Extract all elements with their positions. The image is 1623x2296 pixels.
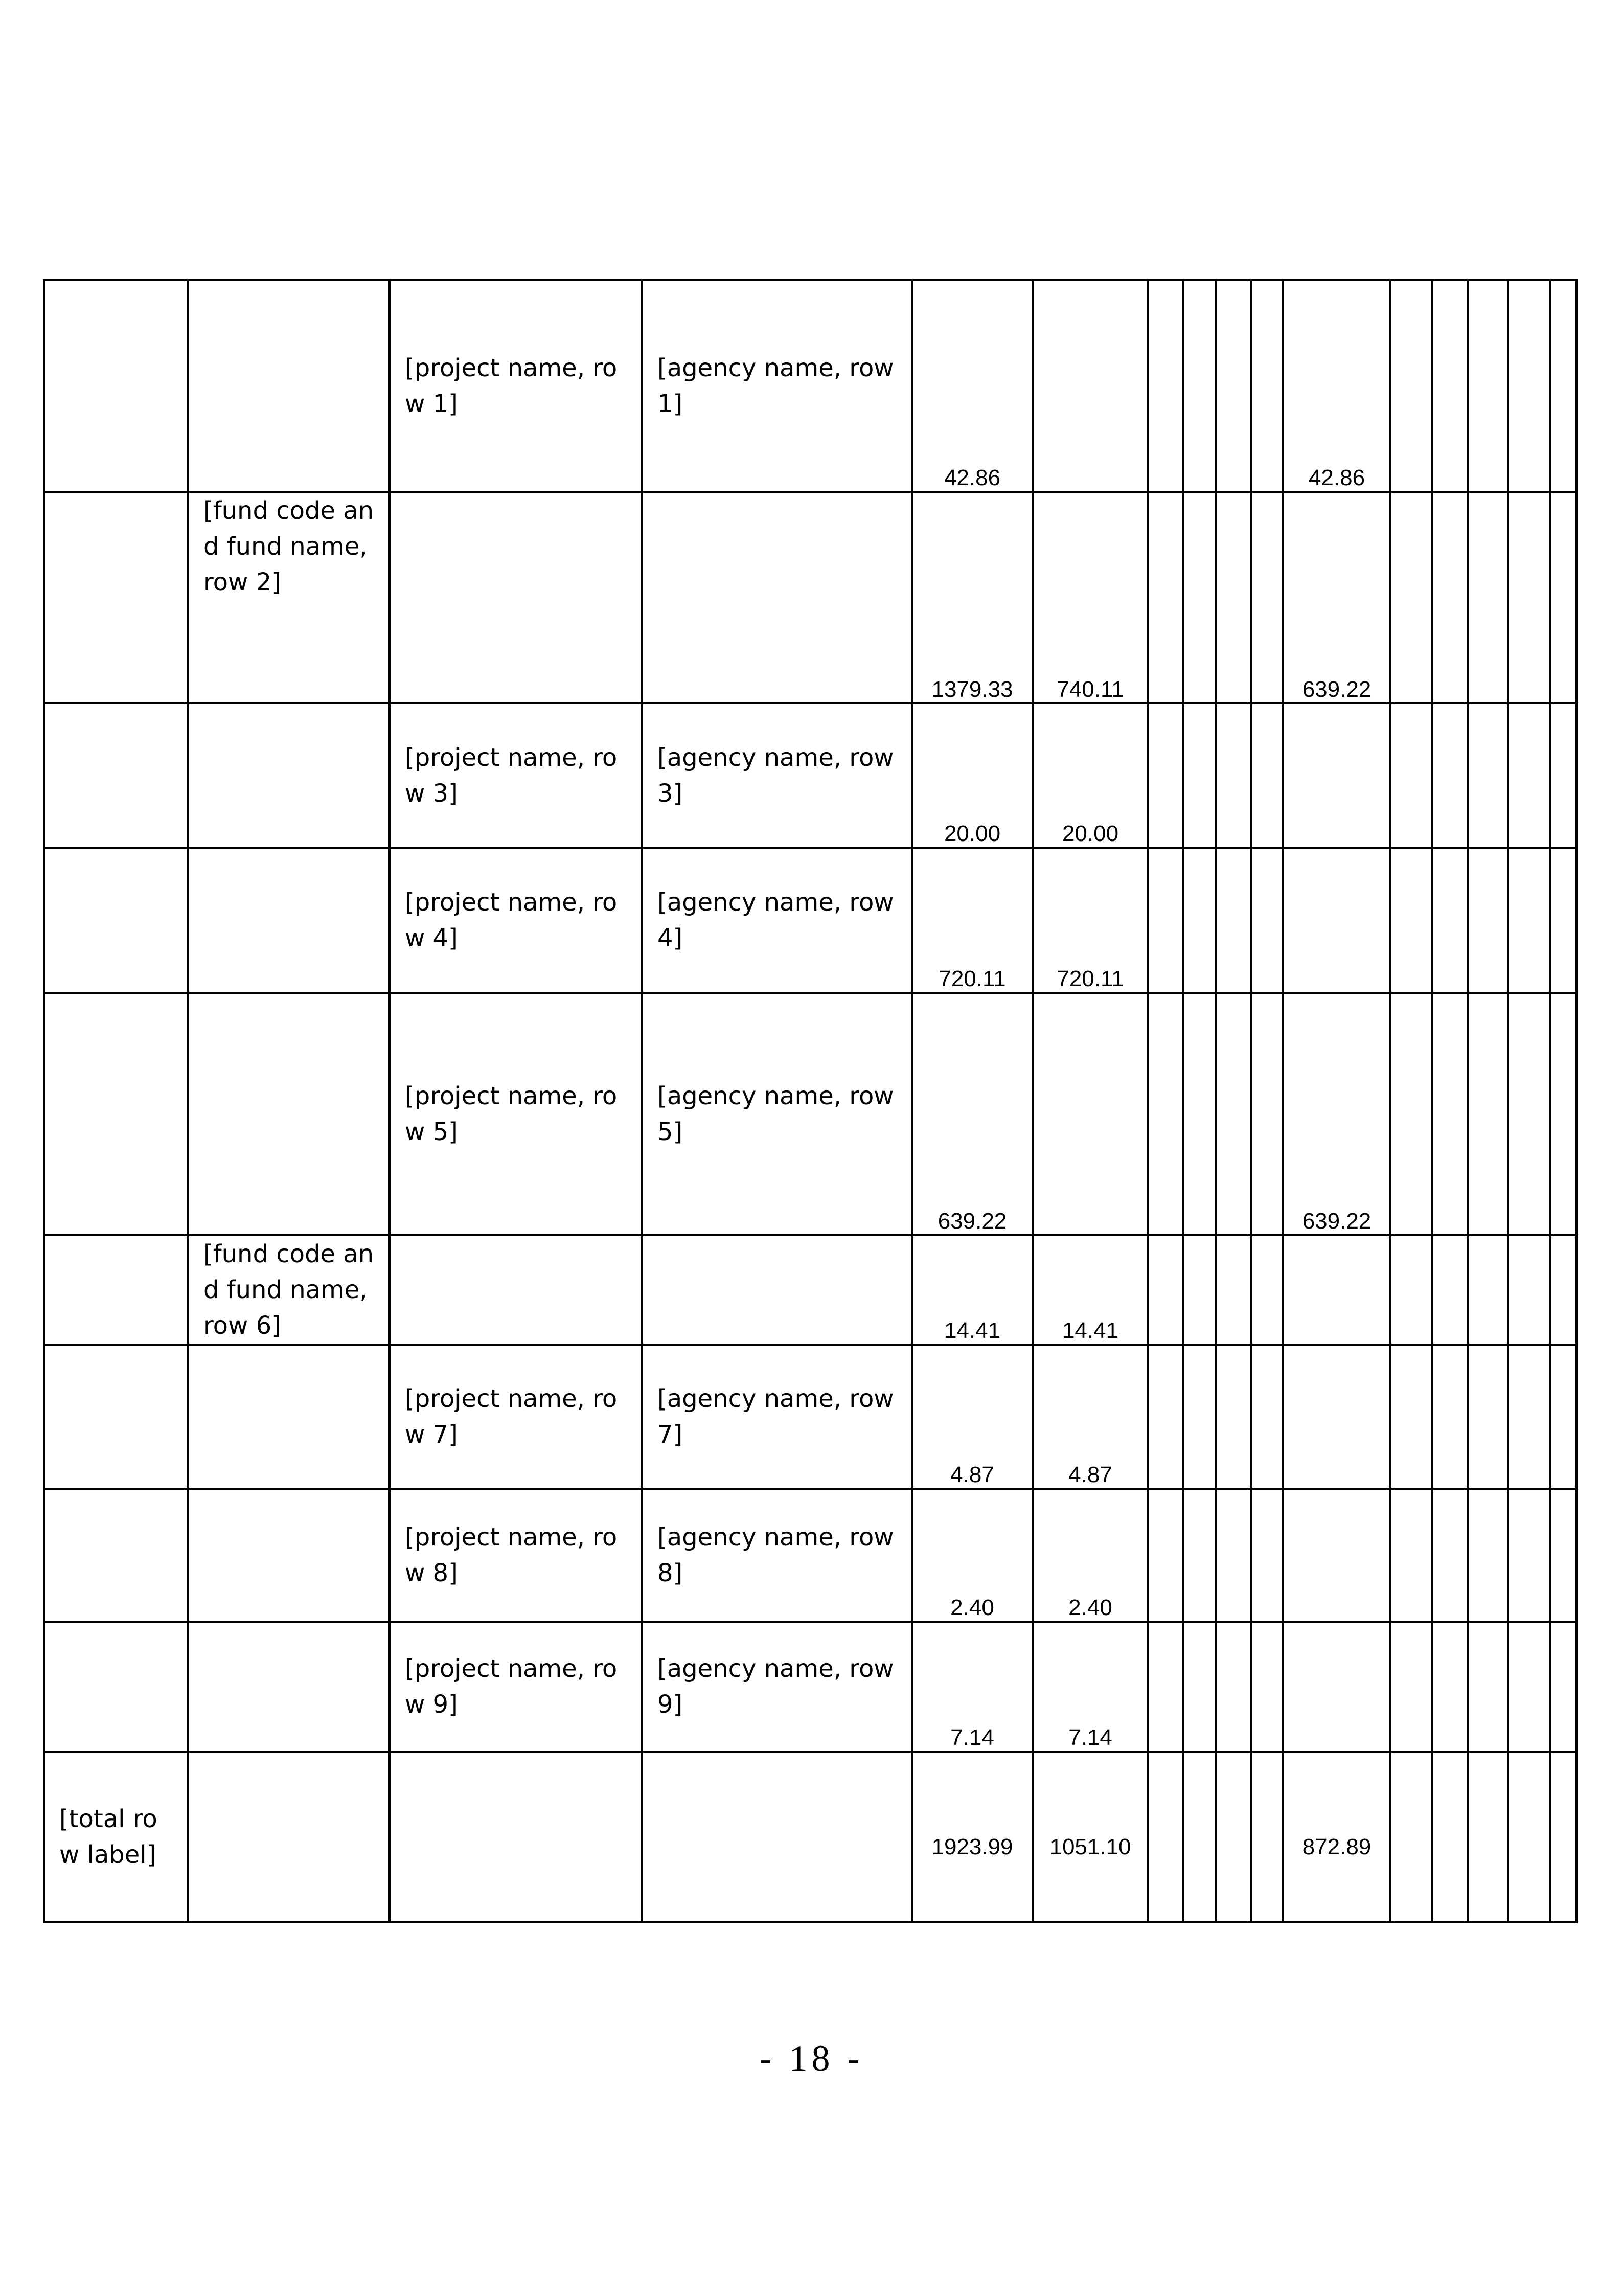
unit-name-cell: [642, 1235, 912, 1345]
empty-cell: [1432, 1489, 1468, 1622]
unit-name-cell: [agency name, row 7]: [642, 1345, 912, 1489]
col-a-cell: [44, 492, 188, 703]
empty-cell: [1183, 1345, 1216, 1489]
empty-cell: [1251, 1752, 1283, 1922]
empty-cell: [1508, 1235, 1550, 1345]
fund-code-cell: [188, 1622, 390, 1752]
empty-cell: [1251, 703, 1283, 848]
amount-current-cell: 2.40: [1033, 1489, 1148, 1622]
empty-cell: [1432, 1622, 1468, 1752]
total-current-cell: 1051.10: [1033, 1752, 1148, 1922]
amount-current-cell: [1033, 280, 1148, 492]
unit-name-cell: [agency name, row 8]: [642, 1489, 912, 1622]
amount-total-cell: 20.00: [912, 703, 1033, 848]
empty-cell: [1432, 1345, 1468, 1489]
col-a-cell: [44, 703, 188, 848]
amount-other-cell: 639.22: [1283, 492, 1390, 703]
empty-cell: [1468, 848, 1508, 993]
empty-cell: [1468, 280, 1508, 492]
empty-cell: [1390, 280, 1432, 492]
empty-cell: [188, 1752, 390, 1922]
empty-cell: [1390, 993, 1432, 1235]
col-a-cell: [44, 280, 188, 492]
table-row: [44, 1622, 1576, 1752]
empty-cell: [1508, 1489, 1550, 1622]
empty-cell: [1508, 492, 1550, 703]
empty-cell: [1216, 1622, 1251, 1752]
empty-cell: [1508, 703, 1550, 848]
empty-cell: [1183, 703, 1216, 848]
amount-total-cell: 4.87: [912, 1345, 1033, 1489]
fund-code-cell: [188, 280, 390, 492]
empty-cell: [1390, 1235, 1432, 1345]
amount-other-cell: 639.22: [1283, 993, 1390, 1235]
empty-cell: [1468, 1622, 1508, 1752]
unit-name-cell: [642, 492, 912, 703]
amount-total-cell: 7.14: [912, 1622, 1033, 1752]
empty-cell: [1468, 1235, 1508, 1345]
empty-cell: [1148, 280, 1183, 492]
empty-cell: [1390, 848, 1432, 993]
empty-cell: [1183, 1489, 1216, 1622]
total-amount-cell: 1923.99: [912, 1752, 1033, 1922]
amount-other-cell: [1283, 703, 1390, 848]
empty-cell: [1216, 1752, 1251, 1922]
amount-other-cell: [1283, 1235, 1390, 1345]
project-name-cell: [390, 1235, 642, 1345]
empty-cell: [1251, 848, 1283, 993]
empty-cell: [1508, 993, 1550, 1235]
amount-current-cell: 20.00: [1033, 703, 1148, 848]
empty-cell: [1251, 492, 1283, 703]
total-other-cell: 872.89: [1283, 1752, 1390, 1922]
table-row: [44, 1235, 1576, 1345]
empty-cell: [1468, 1345, 1508, 1489]
empty-cell: [1148, 1752, 1183, 1922]
col-a-cell: [44, 848, 188, 993]
amount-total-cell: 720.11: [912, 848, 1033, 993]
fund-code-cell: [188, 848, 390, 993]
amount-total-cell: 639.22: [912, 993, 1033, 1235]
empty-cell: [1508, 280, 1550, 492]
budget-table: [43, 279, 1578, 1923]
empty-cell: [1432, 993, 1468, 1235]
empty-cell: [1432, 848, 1468, 993]
empty-cell: [1390, 492, 1432, 703]
amount-total-cell: 42.86: [912, 280, 1033, 492]
amount-current-cell: 14.41: [1033, 1235, 1148, 1345]
empty-cell: [1216, 280, 1251, 492]
project-name-cell: [project name, row 1]: [390, 280, 642, 492]
empty-cell: [1251, 1345, 1283, 1489]
empty-cell: [1468, 993, 1508, 1235]
project-name-cell: [project name, row 8]: [390, 1489, 642, 1622]
empty-cell: [1550, 280, 1576, 492]
empty-cell: [1390, 703, 1432, 848]
unit-name-cell: [agency name, row 3]: [642, 703, 912, 848]
empty-cell: [1251, 993, 1283, 1235]
empty-cell: [1183, 492, 1216, 703]
amount-total-cell: 1379.33: [912, 492, 1033, 703]
project-name-cell: [project name, row 9]: [390, 1622, 642, 1752]
unit-name-cell: [agency name, row 9]: [642, 1622, 912, 1752]
empty-cell: [1390, 1622, 1432, 1752]
empty-cell: [1251, 1489, 1283, 1622]
empty-cell: [1251, 280, 1283, 492]
empty-cell: [1550, 1489, 1576, 1622]
empty-cell: [1550, 1622, 1576, 1752]
empty-cell: [1390, 1489, 1432, 1622]
empty-cell: [1550, 703, 1576, 848]
page-number: - 18 -: [759, 2038, 864, 2079]
fund-code-cell: [188, 1489, 390, 1622]
empty-cell: [1550, 1235, 1576, 1345]
amount-total-cell: 2.40: [912, 1489, 1033, 1622]
col-a-cell: [44, 1622, 188, 1752]
empty-cell: [1148, 703, 1183, 848]
project-name-cell: [project name, row 7]: [390, 1345, 642, 1489]
fund-code-cell: [fund code and fund name, row 6]: [188, 1235, 390, 1345]
fund-code-cell: [fund code and fund name, row 2]: [188, 492, 390, 703]
empty-cell: [1432, 1752, 1468, 1922]
total-row: [44, 1752, 1576, 1922]
fund-code-cell: [188, 703, 390, 848]
empty-cell: [1216, 1235, 1251, 1345]
project-name-cell: [390, 492, 642, 703]
empty-cell: [390, 1752, 642, 1922]
unit-name-cell: [agency name, row 1]: [642, 280, 912, 492]
empty-cell: [1432, 1235, 1468, 1345]
empty-cell: [1148, 848, 1183, 993]
empty-cell: [1183, 280, 1216, 492]
table-row: [44, 993, 1576, 1235]
empty-cell: [1216, 1345, 1251, 1489]
project-name-cell: [project name, row 3]: [390, 703, 642, 848]
amount-total-cell: 14.41: [912, 1235, 1033, 1345]
table-row: [44, 492, 1576, 703]
empty-cell: [1432, 492, 1468, 703]
empty-cell: [1183, 1235, 1216, 1345]
empty-cell: [1550, 848, 1576, 993]
table-row: [44, 1345, 1576, 1489]
empty-cell: [1508, 1752, 1550, 1922]
empty-cell: [1508, 848, 1550, 993]
amount-other-cell: [1283, 1622, 1390, 1752]
fund-code-cell: [188, 1345, 390, 1489]
col-a-cell: [44, 993, 188, 1235]
empty-cell: [1183, 993, 1216, 1235]
amount-current-cell: 740.11: [1033, 492, 1148, 703]
table-row: [44, 703, 1576, 848]
empty-cell: [1148, 492, 1183, 703]
empty-cell: [1468, 1489, 1508, 1622]
empty-cell: [1216, 848, 1251, 993]
amount-current-cell: 720.11: [1033, 848, 1148, 993]
empty-cell: [1183, 848, 1216, 993]
empty-cell: [1432, 703, 1468, 848]
empty-cell: [1148, 993, 1183, 1235]
amount-other-cell: [1283, 1489, 1390, 1622]
col-a-cell: [44, 1345, 188, 1489]
empty-cell: [1468, 703, 1508, 848]
total-label-cell: [total row label]: [44, 1752, 188, 1922]
unit-name-cell: [agency name, row 4]: [642, 848, 912, 993]
empty-cell: [1251, 1235, 1283, 1345]
empty-cell: [1183, 1752, 1216, 1922]
empty-cell: [1390, 1345, 1432, 1489]
table-row: [44, 280, 1576, 492]
empty-cell: [1216, 703, 1251, 848]
empty-cell: [1148, 1345, 1183, 1489]
empty-cell: [1390, 1752, 1432, 1922]
empty-cell: [1148, 1235, 1183, 1345]
empty-cell: [1216, 1489, 1251, 1622]
empty-cell: [1183, 1622, 1216, 1752]
empty-cell: [1216, 492, 1251, 703]
empty-cell: [1550, 1345, 1576, 1489]
amount-other-cell: [1283, 1345, 1390, 1489]
empty-cell: [1550, 1752, 1576, 1922]
fund-code-cell: [188, 993, 390, 1235]
amount-current-cell: [1033, 993, 1148, 1235]
amount-other-cell: 42.86: [1283, 280, 1390, 492]
col-a-cell: [44, 1235, 188, 1345]
empty-cell: [1550, 993, 1576, 1235]
empty-cell: [1216, 993, 1251, 1235]
unit-name-cell: [agency name, row 5]: [642, 993, 912, 1235]
empty-cell: [1468, 1752, 1508, 1922]
empty-cell: [1251, 1622, 1283, 1752]
empty-cell: [1550, 492, 1576, 703]
table-row: [44, 848, 1576, 993]
amount-other-cell: [1283, 848, 1390, 993]
empty-cell: [1468, 492, 1508, 703]
empty-cell: [1432, 280, 1468, 492]
project-name-cell: [project name, row 5]: [390, 993, 642, 1235]
empty-cell: [1508, 1622, 1550, 1752]
project-name-cell: [project name, row 4]: [390, 848, 642, 993]
empty-cell: [1148, 1622, 1183, 1752]
table-row: [44, 1489, 1576, 1622]
empty-cell: [642, 1752, 912, 1922]
col-a-cell: [44, 1489, 188, 1622]
amount-current-cell: 4.87: [1033, 1345, 1148, 1489]
empty-cell: [1508, 1345, 1550, 1489]
amount-current-cell: 7.14: [1033, 1622, 1148, 1752]
empty-cell: [1148, 1489, 1183, 1622]
